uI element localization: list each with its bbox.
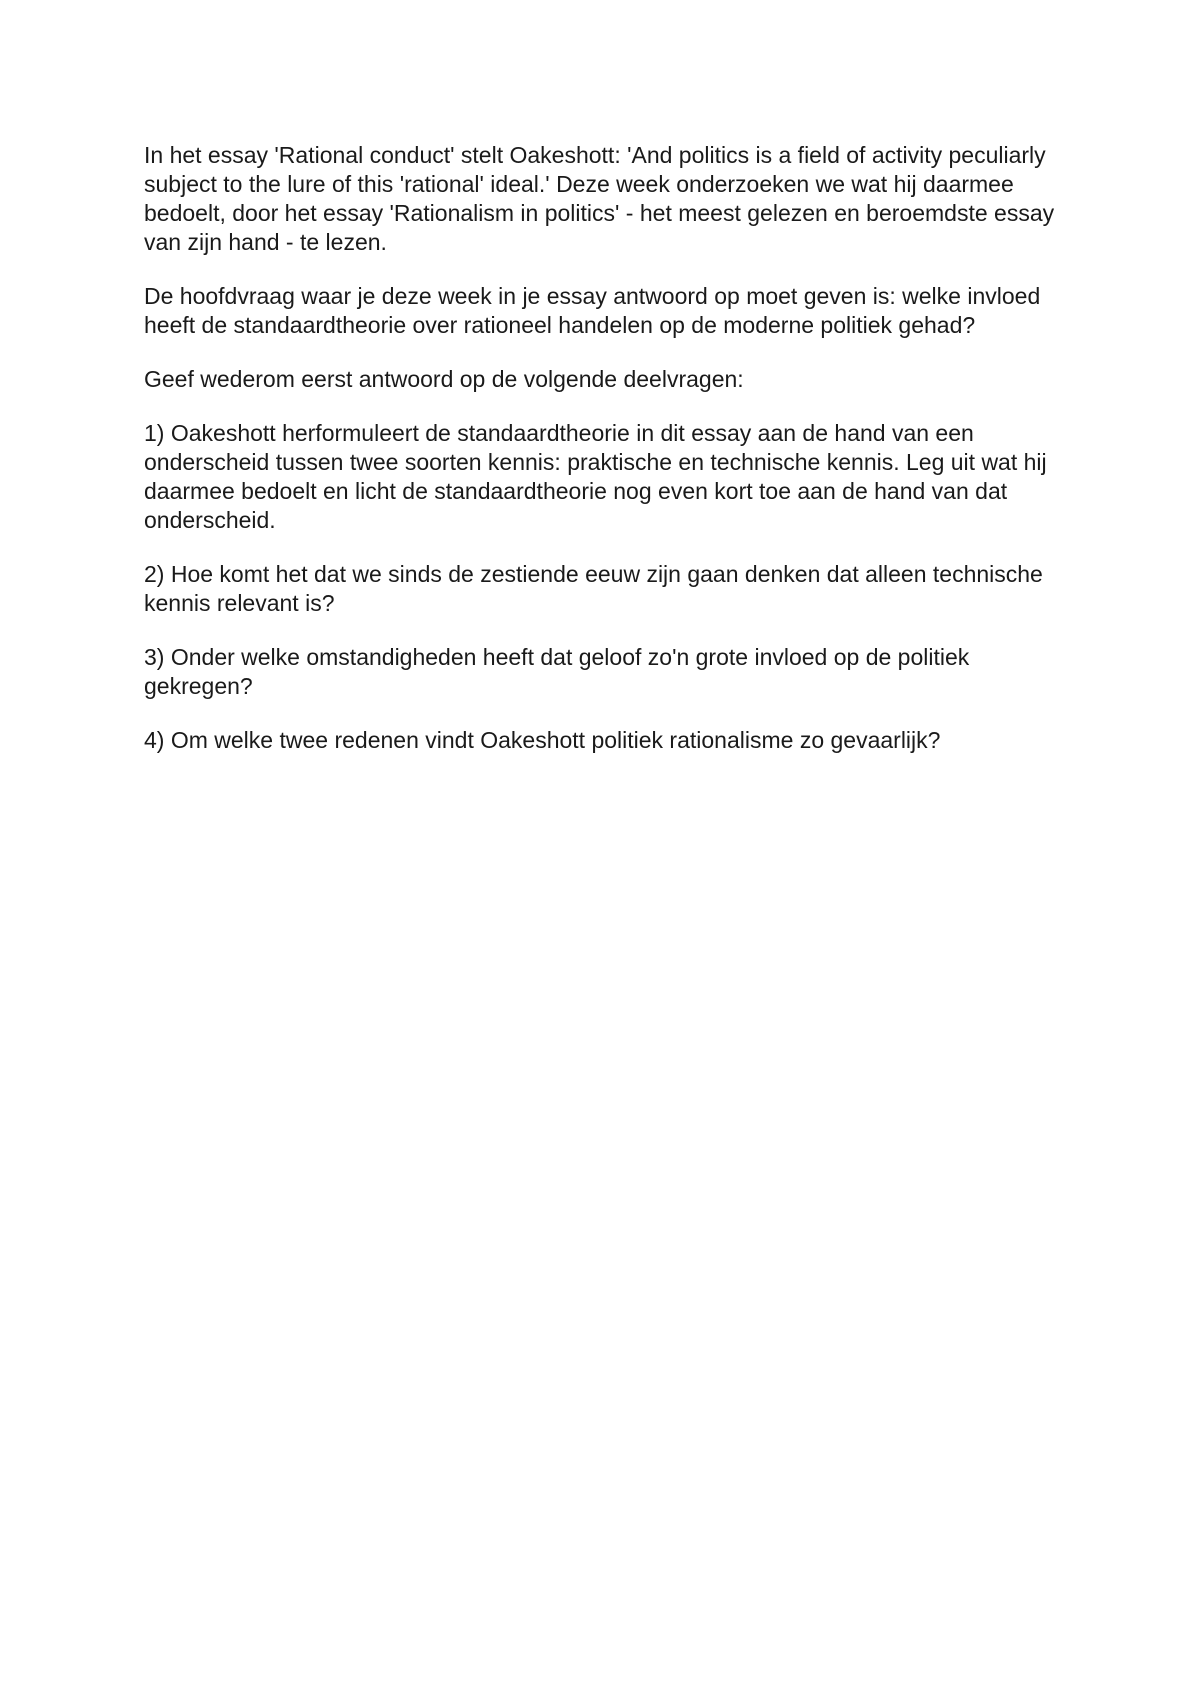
main-question-paragraph: De hoofdvraag waar je deze week in je essay antwoord op moet geven is: welke invloed heeft de standaardtheorie over rationeel handelen op de moderne politiek gehad? [144, 283, 1041, 338]
sub-questions-intro: Geef wederom eerst antwoord op de volgende deelvragen: [144, 366, 744, 392]
sub-question-4: 4) Om welke twee redenen vindt Oakeshott politiek rationalisme zo gevaarlijk? [144, 727, 941, 753]
sub-question-1: 1) Oakeshott herformuleert de standaardtheorie in dit essay aan de hand van een onderscheid tussen twee soorten kennis: praktische en technische kennis. Leg uit wat hij daarmee bedoelt en licht de standaardtheorie nog even kort toe aan de hand van dat onderscheid. [144, 420, 1047, 533]
document-body [144, 141, 1074, 780]
intro-paragraph: In het essay 'Rational conduct' stelt Oakeshott: 'And politics is a field of activity peculiarly subject to the lure of this 'rational' ideal.' Deze week onderzoeken we wat hij daarmee bedoelt, door het essay 'Rationalism in politics' - het meest gelezen en beroemdste essay van zijn hand - te lezen. [144, 142, 1055, 255]
sub-question-2: 2) Hoe komt het dat we sinds de zestiende eeuw zijn gaan denken dat alleen technische kennis relevant is? [144, 561, 1043, 616]
sub-question-3: 3) Onder welke omstandigheden heeft dat geloof zo'n grote invloed op de politiek gekregen? [144, 644, 970, 699]
